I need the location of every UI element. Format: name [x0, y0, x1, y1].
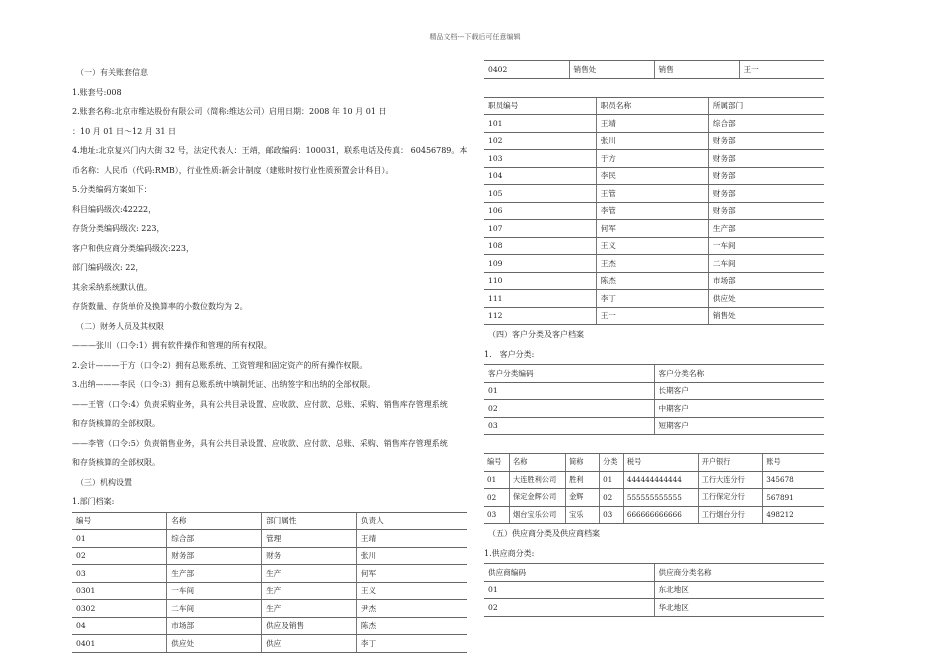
table-cell: 112 [484, 307, 596, 325]
table-cell: 106 [484, 202, 596, 220]
table-row [484, 255, 824, 273]
table-cell: 生产 [262, 600, 357, 618]
table-row [72, 600, 467, 618]
account-info-line: 币名称：人民币（代码:RMB），行业性质:新会计制度（建账时按行业性质预置会计科目）。 [72, 165, 394, 175]
table-cell: 王义 [596, 237, 708, 255]
table-row [484, 150, 824, 168]
staff-permission-line: 2.会计———于方（口令:2）拥有总账系统、工资管理和固定资产的所有操作权限。 [72, 360, 368, 370]
staff-permission-line: ——李管（口令:5）负责销售业务，具有公共目录设置、应收款、应付款、总账、采购、销售库存管理系统 [72, 438, 448, 448]
customer-table [484, 453, 824, 524]
table-header-row [72, 512, 467, 530]
table-cell: 二车间 [167, 600, 262, 618]
column-header: 编号 [484, 454, 510, 472]
column-header: 名称 [167, 512, 262, 530]
account-info-line: 1.账套号:008 [72, 87, 122, 97]
column-header: 职员名称 [596, 97, 708, 115]
account-info-line: 部门编码级次: 22， [72, 263, 144, 272]
table-cell: 陈杰 [596, 272, 708, 290]
table-cell: 财务部 [708, 202, 824, 220]
table-row [72, 547, 467, 565]
dept-archive-title: 1.部门档案: [72, 497, 115, 506]
table-cell: 02 [600, 489, 624, 507]
table-cell: 大连胜利公司 [510, 471, 566, 489]
table-cell: 王义 [356, 582, 467, 600]
table-cell: 工行烟台分行 [698, 506, 763, 524]
table-cell: 107 [484, 220, 596, 238]
column-header: 名称 [510, 454, 566, 472]
table-cell: 市场部 [708, 272, 824, 290]
table-row [484, 471, 824, 489]
table-cell: 综合部 [167, 530, 262, 548]
table-row [484, 237, 824, 255]
account-info-line: 4.地址:北京复兴门内大街 32 号，法定代表人：王靖，邮政编码：100031，联系电话及传真： 60456789。本 [72, 146, 468, 155]
table-cell: 02 [484, 489, 510, 507]
column-header: 职员编号 [484, 97, 596, 115]
staff-permission-line: 3.出纳———李民（口令:3）拥有总账系统中填制凭证、出纳签字和出纳的全部权限。 [72, 380, 376, 389]
table-cell: 金辉 [566, 489, 600, 507]
account-info-line: 2.账套名称:北京市维达股份有限公司（简称:维达公司）启用日期：2008 年 10 月 01 日 [72, 107, 387, 116]
table-cell: 李丁 [356, 635, 467, 653]
column-header: 编号 [72, 512, 167, 530]
staff-permission-lines [72, 336, 467, 473]
table-cell: 102 [484, 132, 596, 150]
table-cell: 财务部 [708, 132, 824, 150]
account-info-line: 其余采纳系统默认值。 [72, 282, 152, 292]
table-row [72, 530, 467, 548]
table-cell: 567891 [763, 489, 824, 507]
table-cell: 工行保定分行 [698, 489, 763, 507]
table-row [484, 581, 824, 599]
table-cell: 中期客户 [654, 400, 824, 418]
table-cell: 尹杰 [356, 600, 467, 618]
column-header: 分类 [600, 454, 624, 472]
table-cell: 短期客户 [654, 417, 824, 435]
table-cell: 01 [484, 471, 510, 489]
column-header: 所属部门 [708, 97, 824, 115]
table-row [484, 307, 824, 325]
account-info-line: ：10 月 01 日～12 月 31 日 [72, 126, 176, 136]
staff-permission-line: ———张川（口令:1）拥有软件操作和管理的所有权限。 [72, 341, 272, 350]
table-cell: 105 [484, 185, 596, 203]
staff-permission-line: 和存货核算的全部权限。 [72, 458, 160, 467]
table-cell: 工行大连分行 [698, 471, 763, 489]
table-cell: 王一 [739, 61, 824, 79]
table-cell: 生产部 [167, 565, 262, 583]
table-cell: 03 [72, 565, 167, 583]
table-cell: 何军 [356, 565, 467, 583]
table-cell: 保定金辉公司 [510, 489, 566, 507]
table-cell: 财务部 [708, 150, 824, 168]
table-cell: 01 [72, 530, 167, 548]
table-cell: 111 [484, 290, 596, 308]
table-cell: 103 [484, 150, 596, 168]
table-cell: 胜利 [566, 471, 600, 489]
table-cell: 供应处 [708, 290, 824, 308]
table-cell: 一车间 [167, 582, 262, 600]
table-row [72, 582, 467, 600]
table-cell: 市场部 [167, 617, 262, 635]
table-cell: 生产 [262, 565, 357, 583]
table-cell: 张川 [356, 547, 467, 565]
account-info-lines [72, 83, 467, 317]
table-row [72, 617, 467, 635]
section-title-org: （三）机构设置 [76, 477, 132, 487]
account-info-line: 客户和供应商分类编码级次:223， [72, 243, 194, 253]
table-row [484, 272, 824, 290]
table-cell: 供应 [262, 635, 357, 653]
table-row [484, 506, 824, 524]
table-cell: 东北地区 [654, 581, 824, 599]
supplier-class-table [484, 563, 824, 617]
table-row [72, 565, 467, 583]
table-cell: 04 [72, 617, 167, 635]
table-cell: 02 [484, 599, 654, 617]
column-header: 负责人 [356, 512, 467, 530]
column-header: 部门属性 [262, 512, 357, 530]
account-info-line: 存货分类编码级次: 223， [72, 224, 165, 233]
table-cell: 110 [484, 272, 596, 290]
table-cell: 王杰 [596, 255, 708, 273]
table-cell: 王管 [596, 185, 708, 203]
column-header: 客户分类编码 [484, 365, 654, 383]
table-cell: 陈杰 [356, 617, 467, 635]
table-cell: 烟台宝乐公司 [510, 506, 566, 524]
table-cell: 财务部 [167, 547, 262, 565]
table-cell: 销售 [654, 61, 739, 79]
staff-permission-line: ——王管（口令:4）负责采购业务，具有公共目录设置、应收款、应付款、总账、采购、销售库存管理系统 [72, 399, 448, 409]
section-title-customer: （四）客户分类及客户档案 [488, 330, 584, 339]
column-header: 客户分类名称 [654, 365, 824, 383]
table-cell: 李丁 [596, 290, 708, 308]
customer-class-title: 1. 客户分类: [484, 349, 535, 359]
table-cell: 王靖 [356, 530, 467, 548]
table-cell: 财务部 [708, 185, 824, 203]
table-header-row [484, 365, 824, 383]
dept-table-continued [484, 60, 824, 79]
table-cell: 长期客户 [654, 382, 824, 400]
table-cell: 李民 [596, 167, 708, 185]
page-header: 精品文档---下载后可任意编辑 [429, 33, 521, 41]
section-title-supplier: （五）供应商分类及供应商档案 [488, 529, 600, 538]
table-cell: 555555555555 [623, 489, 698, 507]
column-header: 简称 [566, 454, 600, 472]
table-cell: 财务部 [708, 167, 824, 185]
section-title-account-info: （一）有关账套信息 [76, 68, 148, 77]
table-cell: 02 [484, 400, 654, 418]
table-cell: 0301 [72, 582, 167, 600]
table-cell: 二车间 [708, 255, 824, 273]
table-cell: 0402 [484, 61, 569, 79]
table-cell: 供应处 [167, 635, 262, 653]
account-info-line: 5.分类编码方案如下： [72, 185, 152, 194]
column-header: 供应商编码 [484, 564, 654, 582]
table-cell: 张川 [596, 132, 708, 150]
table-cell: 综合部 [708, 115, 824, 133]
table-cell: 0302 [72, 600, 167, 618]
table-cell: 销售处 [569, 61, 654, 79]
table-cell: 109 [484, 255, 596, 273]
table-cell: 345678 [763, 471, 824, 489]
table-cell: 销售处 [708, 307, 824, 325]
column-header: 税号 [623, 454, 698, 472]
staff-permission-line: 和存货核算的全部权限。 [72, 419, 160, 428]
column-header: 供应商分类名称 [654, 564, 824, 582]
table-cell: 444444444444 [623, 471, 698, 489]
column-header: 账号 [763, 454, 824, 472]
table-row [484, 167, 824, 185]
customer-class-table [484, 364, 824, 435]
table-cell: 华北地区 [654, 599, 824, 617]
table-cell: 管理 [262, 530, 357, 548]
table-cell: 财务 [262, 547, 357, 565]
supplier-class-title: 1.供应商分类: [484, 548, 535, 558]
table-cell: 一车间 [708, 237, 824, 255]
table-cell: 供应及销售 [262, 617, 357, 635]
table-cell: 0401 [72, 635, 167, 653]
table-cell: 02 [72, 547, 167, 565]
table-cell: 王一 [596, 307, 708, 325]
table-row [484, 599, 824, 617]
table-row [484, 400, 824, 418]
table-cell: 01 [484, 581, 654, 599]
table-cell: 01 [484, 382, 654, 400]
employee-table [484, 97, 824, 326]
table-cell: 03 [484, 506, 510, 524]
table-cell: 生产部 [708, 220, 824, 238]
table-cell: 104 [484, 167, 596, 185]
column-header: 开户银行 [698, 454, 763, 472]
table-row [484, 290, 824, 308]
table-cell: 宝乐 [566, 506, 600, 524]
table-header-row [484, 454, 824, 472]
table-cell: 01 [600, 471, 624, 489]
table-row [484, 220, 824, 238]
table-cell: 498212 [763, 506, 824, 524]
table-row [484, 489, 824, 507]
table-cell: 何军 [596, 220, 708, 238]
table-row [484, 185, 824, 203]
table-row [484, 382, 824, 400]
table-row [484, 61, 824, 79]
table-header-row [484, 564, 824, 582]
left-column [72, 63, 467, 653]
table-row [72, 635, 467, 653]
account-info-line: 存货数量、存货单价及换算率的小数位数均为 2。 [72, 302, 248, 311]
table-row [484, 417, 824, 435]
table-cell: 101 [484, 115, 596, 133]
table-cell: 李管 [596, 202, 708, 220]
table-cell: 108 [484, 237, 596, 255]
section-title-staff: （二）财务人员及其权限 [76, 321, 164, 331]
table-row [484, 132, 824, 150]
account-info-line: 科目编码级次:42222， [72, 204, 157, 214]
table-header-row [484, 97, 824, 115]
right-column [484, 60, 824, 617]
table-cell: 03 [484, 417, 654, 435]
table-cell: 王靖 [596, 115, 708, 133]
table-row [484, 202, 824, 220]
dept-table [72, 512, 467, 653]
table-cell: 03 [600, 506, 624, 524]
table-cell: 于方 [596, 150, 708, 168]
table-cell: 666666666666 [623, 506, 698, 524]
table-row [484, 115, 824, 133]
table-cell: 生产 [262, 582, 357, 600]
